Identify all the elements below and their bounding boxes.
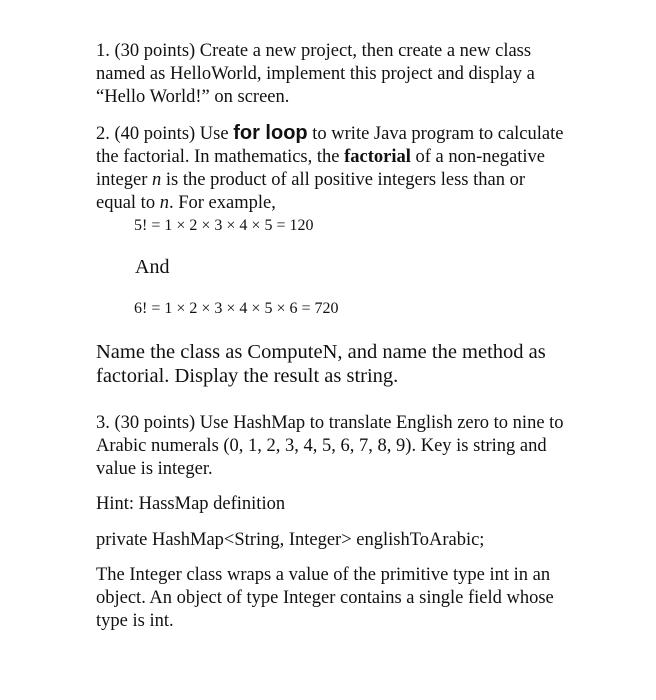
integer-class-description: The Integer class wraps a value of the primitive type int in an object. An object of type Integer contains a single field whose type is int. (96, 565, 554, 631)
hashmap-hint: Hint: HassMap definition (96, 494, 286, 514)
question-2-text-continued-2: is the product of all positive integers less than or equal to (96, 170, 526, 213)
factorial-term: factorial (344, 147, 411, 167)
question-2-text-continued: of a non-negative integer (96, 147, 545, 190)
question-2-instruction: Name the class as ComputeN, and name the method as factorial. Display the result as string. (96, 341, 546, 387)
for-loop-keyword: for loop (233, 122, 308, 144)
and-label: And (135, 256, 170, 278)
question-2-text: to write Java program to calculate the factorial. In mathematics, the (96, 124, 564, 167)
question-3: 3. (30 points) Use HashMap to translate English zero to nine to Arabic numerals (0, 1, 2, 3, 4, 5, 6, 7, 8, 9). Key is string and value is integer. (96, 413, 564, 479)
question-2 (96, 122, 566, 215)
variable-n: n (152, 170, 162, 190)
question-2-prefix: 2. (40 points) Use (96, 124, 234, 144)
question-2-example-intro: . For example, (168, 193, 276, 213)
factorial-formula-5: 5! = 1 × 2 × 3 × 4 × 5 = 120 (134, 217, 314, 234)
question-1: 1. (30 points) Create a new project, then create a new class named as HelloWorld, implement this project and display a “Hello World!” on screen. (96, 41, 535, 107)
factorial-formula-6: 6! = 1 × 2 × 3 × 4 × 5 × 6 = 720 (134, 300, 339, 317)
variable-n-2: n (159, 193, 169, 213)
hashmap-code-line: private HashMap<String, Integer> englishToArabic; (96, 530, 485, 550)
